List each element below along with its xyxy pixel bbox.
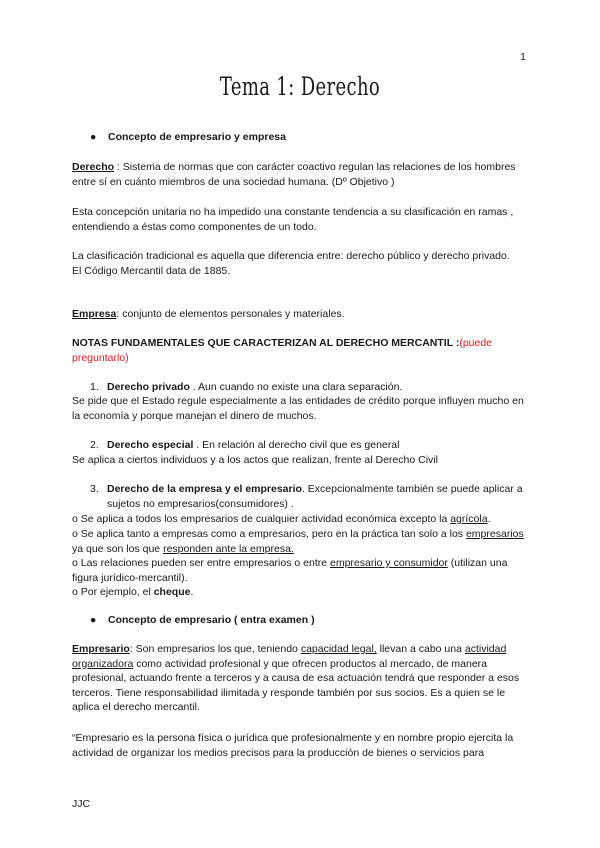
sub-item-underlined: empresarios [465,528,524,540]
definition-text-a: : Son empresarios los que, teniendo [129,643,301,655]
notas-heading [72,336,528,365]
paragraph-clasificacion-line-2: El Código Mercantil data de 1885. [72,264,231,277]
list-number: 3. [90,483,99,495]
paragraph-concepcion-unitaria: Esta concepción unitaria no ha impedido una constante tendencia a su clasificación en ramas , entendiendo a éstas como componentes de un todo. [72,206,514,233]
section-heading-empresario [90,613,315,627]
definition-text-c: como actividad profesional y que ofrecen productos al mercado, de manera profesional, actuando frente a terceros y a causa de esa actuación tendrá que responder a esos terceros. Tiene responsabilidad ilimitada y responde también por sus socios. Es a quien se le aplica el derecho mercantil. [72,657,520,714]
quote-empresario: “Empresario es la persona física o jurídica que profesionalmente y en nombre propio ejercita la actividad de organizar los medios precisos para la producción de bienes o servicios para [72,732,514,759]
list-text: . Aun cuando no existe una clara separación. [189,381,403,393]
list-item-2-detail: Se aplica a ciertos individuos y a los actos que realizan, frente al Derecho Civil [72,454,438,466]
definition-derecho [72,160,528,189]
list-item-2 [90,438,528,453]
notas-note: (puede preguntarlo) [72,337,493,364]
list-term: Derecho de la empresa y el empresario [107,483,302,495]
term-empresa: Empresa [72,308,117,320]
definition-empresario [72,642,528,715]
sub-item-end: . [487,513,491,525]
sub-item-text-b: ya que son los que [72,542,164,555]
sub-item-1 [72,512,528,527]
sub-item-text-b: (utilizan una figura jurídico-mercantil). [72,557,508,584]
definition-underlined-b: actividad organizadora [72,643,507,670]
sub-item-4 [72,585,528,600]
notas-heading-text: NOTAS FUNDAMENTALES QUE CARACTERIZAN AL DERECHO MERCANTIL : [72,337,460,349]
page-number: 1 [520,51,526,63]
list-term: Derecho especial [107,439,194,451]
list-item-3 [90,482,528,511]
bullet-dot-icon: ● [90,131,97,143]
list-number: 2. [90,439,99,451]
sub-item-text: o Se aplica tanto a empresas como a empresarios, pero en la práctica tan solo a los [72,528,466,540]
sub-item-underlined: agrícola [450,513,488,525]
list-term: Derecho privado [107,381,190,393]
definition-underlined-a: capacidad legal, [300,643,377,655]
list-text: . En relación al derecho civil que es general [193,439,400,451]
term-empresario: Empresario [72,643,130,655]
list-text: . Excepcionalmente también se puede aplicar a sujetos no empresarios(consumidores) . [107,483,523,510]
sub-item-underlined-b: responden ante la empresa. [163,542,294,555]
paragraph-clasificacion [72,249,528,278]
term-derecho: Derecho [72,161,115,173]
sub-item-3 [72,556,528,585]
paragraph-clasificacion-line-1: La clasificación tradicional es aquella que diferencia entre: derecho público y derecho privado. [72,250,510,262]
sub-item-text: o Se aplica a todos los empresarios de cualquier actividad económica excepto la [72,513,451,525]
section-heading-text: Concepto de empresario ( entra examen ) [108,614,315,626]
list-number: 1. [90,381,99,393]
footer-initials: JJC [72,798,91,810]
sub-item-bold: cheque [153,586,191,598]
bullet-dot-icon: ● [90,614,97,626]
sub-item-text: o Por ejemplo, el [72,586,154,598]
sub-item-underlined: empresario y consumidor [329,557,448,569]
definition-empresa [72,307,528,322]
list-item-1-detail: Se pide que el Estado regule especialmente a las entidades de crédito porque influyen mucho en la economía y porque manejan el dinero de muchos. [72,395,524,422]
page-title: Tema 1: Derecho [219,72,381,101]
definition-text-b: llevan a cabo una [376,643,465,655]
sub-item-end: . [190,586,194,598]
list-item-1 [90,380,528,395]
section-heading-text: Concepto de empresario y empresa [108,131,286,143]
definition-text: : conjunto de elementos personales y materiales. [116,308,345,320]
sub-item-text: o Las relaciones pueden ser entre empresarios o entre [72,557,330,569]
section-heading-empresario-empresa [90,130,286,144]
sub-item-2 [72,527,528,556]
definition-text: : Sistema de normas que con carácter coactivo regulan las relaciones de los hombres entre sí en cuánto miembros de una sociedad humana. (Dº Objetivo ) [72,161,516,188]
